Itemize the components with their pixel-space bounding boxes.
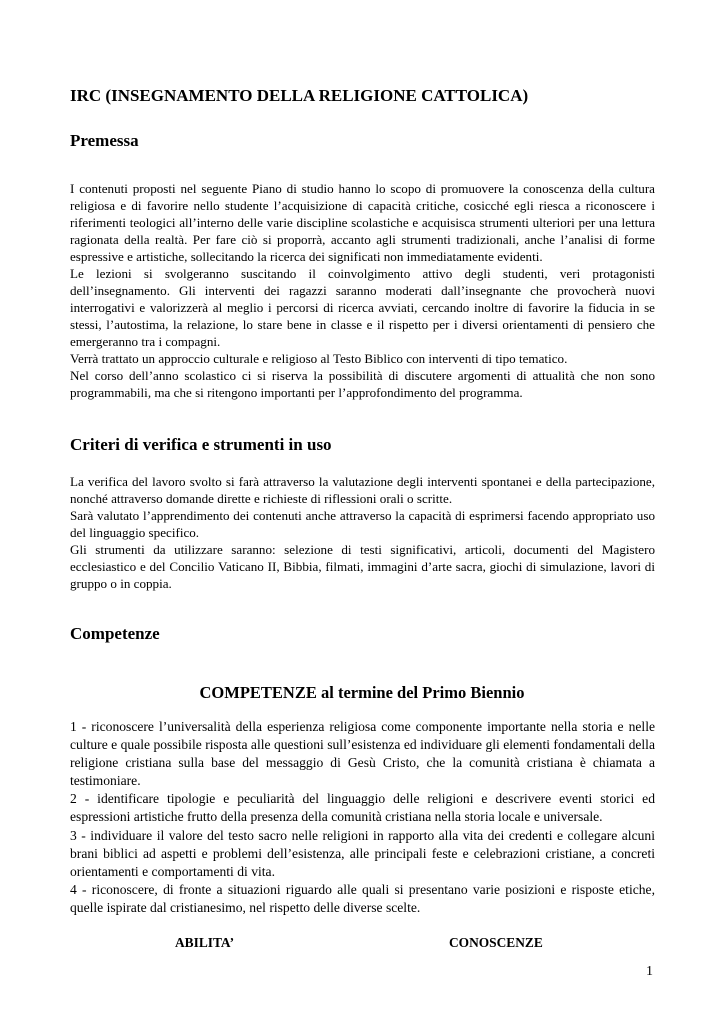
competenza-item: 2 - identificare tipologie e peculiarità del linguaggio delle religioni e descrivere eventi storici ed espressioni artistiche frutto della presenza della comunità cristiana nella storia locale e universale. [70,791,655,825]
column-header-abilita: ABILITA’ [175,935,235,950]
criteri-body [70,473,655,592]
page-number: 1 [646,964,653,979]
paragraph: Nel corso dell’anno scolastico ci si riserva la possibilità di discutere argomenti di attualità che non sono programmabili, ma che si ritengono importanti per l’approfondimento del programma. [70,368,655,400]
competenza-item: 1 - riconoscere l’universalità della esperienza religiosa come componente importante nella storia e nelle culture e quale possibile risposta alle questioni sull’esistenza ed individuare gli elementi fondamentali della religione cristiana sulla base del messaggio di Gesù Cristo, che la comunità cristiana è chiamata a testimoniare. [70,719,655,789]
section-heading-competenze: Competenze [70,624,160,643]
competenze-list [70,718,655,917]
paragraph: Sarà valutato l’apprendimento dei contenuti anche attraverso la capacità di esprimersi facendo appropriato uso del linguaggio specifico. [70,508,655,540]
section-heading-criteri: Criteri di verifica e strumenti in uso [70,435,332,454]
paragraph: Verrà trattato un approccio culturale e religioso al Testo Biblico con interventi di tipo tematico. [70,351,568,366]
competenze-subheading: COMPETENZE al termine del Primo Biennio [199,683,525,702]
paragraph: Le lezioni si svolgeranno suscitando il coinvolgimento attivo degli studenti, veri protagonisti dell’insegnamento. Gli interventi dei ragazzi saranno moderati dall’insegnante che provocherà nuovi interrogativi e valorizzerà al meglio i percorsi di ricerca avviati, cercando inoltre di favorire la fiducia in se stessi, l’autostima, la relazione, lo stare bene in classe e il rispetto per i diversi orientamenti di pensiero che emergeranno tra i compagni. [70,266,655,349]
paragraph: La verifica del lavoro svolto si farà attraverso la valutazione degli interventi spontanei e della partecipazione, nonché attraverso domande dirette e richieste di riflessioni orali o scritte. [70,474,655,506]
competenza-item: 3 - individuare il valore del testo sacro nelle religioni in rapporto alla vita dei credenti e collegare alcuni brani biblici ad aspetti e problemi dell’esistenza, alle principali feste e celebrazioni cristiane, a concreti orientamenti e comportamenti di vita. [70,827,655,879]
section-heading-premessa: Premessa [70,131,139,150]
competenza-item: 4 - riconoscere, di fronte a situazioni riguardo alle quali si presentano varie posizioni e risposte etiche, quelle ispirate dal cristianesimo, nel rispetto delle diverse scelte. [70,881,655,915]
column-header-conoscenze: CONOSCENZE [449,935,543,950]
premessa-body [70,180,655,401]
document-title: IRC (INSEGNAMENTO DELLA RELIGIONE CATTOLICA) [70,86,529,105]
paragraph: Gli strumenti da utilizzare saranno: selezione di testi significativi, articoli, documenti del Magistero ecclesiastico e del Concilio Vaticano II, Bibbia, filmati, immagini d’arte sacra, giochi di simulazione, lavori di gruppo o in coppia. [70,542,655,591]
paragraph: I contenuti proposti nel seguente Piano di studio hanno lo scopo di promuovere la conoscenza della cultura religiosa e di favorire nello studente l’acquisizione di capacità critiche, cosicché egli riesca a riconoscere i riferimenti teologici all’interno delle varie discipline scolastiche e acquisisca strumenti ulteriori per una lettura ragionata della realtà. Per fare ciò si proporrà, accanto agli strumenti tradizionali, anche l’analisi di forme espressive e artistiche, sollecitando la ricerca dei significati non immediatamente evidenti. [70,181,655,264]
